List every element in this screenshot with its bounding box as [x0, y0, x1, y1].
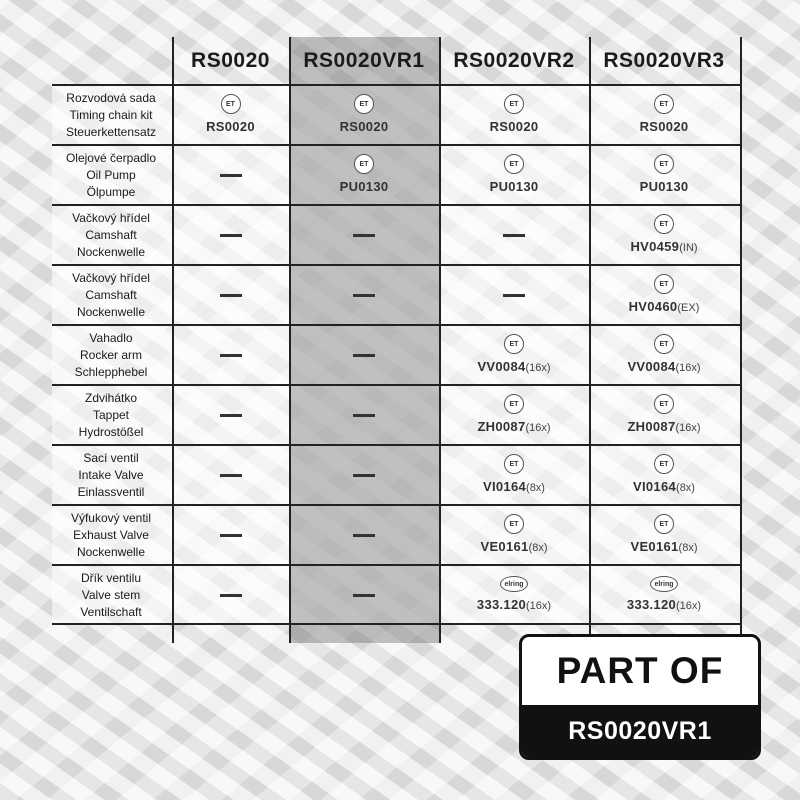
et-logo-icon: ET: [354, 94, 374, 114]
table-cell: [439, 145, 589, 205]
et-logo-icon: ET: [654, 154, 674, 174]
row-label-line: Ventilschaft: [80, 604, 142, 619]
part-code: VI0164: [633, 479, 677, 494]
row-label-line: Ölpumpe: [86, 184, 136, 199]
table-cell: [172, 565, 289, 625]
column-header: RS0020VR1: [303, 49, 425, 72]
et-logo-icon: ET: [504, 514, 524, 534]
table-cell: [289, 265, 439, 325]
part-number: [633, 478, 695, 496]
table-cell: [172, 325, 289, 385]
et-logo-icon: ET: [504, 334, 524, 354]
row-label-line: Intake Valve: [78, 467, 144, 482]
not-included-dash: [220, 534, 242, 537]
row-label-line: Camshaft: [85, 227, 137, 242]
row-label-line: Nockenwelle: [76, 304, 146, 319]
part-of-badge: [519, 634, 761, 760]
badge-code: RS0020VR1: [522, 705, 758, 757]
part-code: VV0084: [627, 359, 676, 374]
row-label-line: Vahadlo: [89, 330, 133, 345]
et-logo-icon: ET: [654, 214, 674, 234]
elring-logo-icon: elring: [650, 576, 678, 592]
table-cell: [439, 385, 589, 445]
table-cell: [289, 145, 439, 205]
part-code: 333.120: [476, 597, 527, 612]
part-code: HV0460: [628, 299, 678, 314]
part-number: [340, 178, 389, 196]
part-number: [629, 298, 700, 316]
part-code: RS0020: [339, 119, 389, 134]
table-cell: [289, 325, 439, 385]
table-cell: [289, 565, 439, 625]
part-code: HV0459: [630, 239, 680, 254]
part-number: [627, 418, 700, 436]
row-label-line: Sací ventil: [83, 450, 139, 465]
et-logo-icon: ET: [504, 154, 524, 174]
not-included-dash: [220, 174, 242, 177]
part-code: PU0130: [339, 179, 389, 194]
part-code: VE0161: [480, 539, 529, 554]
part-code: PU0130: [489, 179, 539, 194]
part-code: 333.120: [626, 597, 677, 612]
table-cell: [589, 565, 739, 625]
row-label-line: Olejové čerpadlo: [65, 150, 157, 165]
part-number: [480, 538, 547, 556]
table-cell: [172, 85, 289, 145]
column-header: RS0020VR2: [453, 49, 575, 72]
table-cell: [589, 445, 739, 505]
table-cell: [172, 145, 289, 205]
part-quantity: (16x): [675, 362, 701, 374]
part-number: [490, 118, 539, 136]
not-included-dash: [220, 414, 242, 417]
et-logo-icon: ET: [654, 334, 674, 354]
part-quantity: (8x): [676, 482, 695, 494]
row-label: [52, 325, 170, 385]
part-code: PU0130: [639, 179, 689, 194]
et-logo-icon: ET: [654, 94, 674, 114]
column-header: RS0020: [191, 49, 270, 72]
not-included-dash: [353, 294, 375, 297]
part-quantity: (8x): [678, 542, 698, 554]
part-number: [483, 478, 545, 496]
not-included-dash: [353, 414, 375, 417]
elring-logo-icon: elring: [500, 576, 528, 592]
row-label-line: Nockenwelle: [76, 544, 146, 559]
part-number: [340, 118, 389, 136]
table-cell: [589, 385, 739, 445]
row-label-line: Timing chain kit: [69, 107, 153, 122]
badge-title: PART OF: [556, 650, 724, 691]
part-quantity: (16x): [525, 362, 551, 374]
table-cell: [439, 565, 589, 625]
part-number: [490, 178, 539, 196]
row-label-line: Nockenwelle: [76, 244, 146, 259]
part-code: RS0020: [489, 119, 539, 134]
row-label-line: Oil Pump: [86, 167, 136, 182]
part-number: [640, 178, 689, 196]
et-logo-icon: ET: [504, 94, 524, 114]
table-cell: [172, 445, 289, 505]
part-number: [640, 118, 689, 136]
row-label: [52, 505, 170, 565]
row-label-line: Zdvihátko: [84, 390, 138, 405]
not-included-dash: [503, 234, 525, 237]
row-label: [52, 205, 170, 265]
et-logo-icon: ET: [504, 394, 524, 414]
table-cell: [589, 85, 739, 145]
not-included-dash: [220, 594, 242, 597]
part-number: [477, 418, 550, 436]
row-label-line: Camshaft: [85, 287, 137, 302]
table-cell: [289, 85, 439, 145]
part-code: VI0164: [483, 479, 527, 494]
not-included-dash: [220, 474, 242, 477]
not-included-dash: [353, 594, 375, 597]
row-label-line: Hydrostößel: [78, 424, 144, 439]
table-cell: [289, 505, 439, 565]
column-header: RS0020VR3: [603, 49, 725, 72]
row-label-line: Steuerkettensatz: [65, 124, 157, 139]
table-cell: [439, 205, 589, 265]
not-included-dash: [353, 534, 375, 537]
part-number: [477, 358, 550, 376]
row-label-line: Rozvodová sada: [66, 90, 156, 105]
part-quantity: (16x): [676, 600, 702, 612]
table-cell: [172, 265, 289, 325]
part-number: [627, 596, 701, 614]
vertical-rule: [740, 37, 742, 643]
table-cell: [439, 505, 589, 565]
row-label: [52, 265, 170, 325]
not-included-dash: [220, 354, 242, 357]
table-cell: [439, 325, 589, 385]
part-code: ZH0087: [477, 419, 526, 434]
et-logo-icon: ET: [654, 454, 674, 474]
row-label-line: Exhaust Valve: [73, 527, 149, 542]
table-cell: [589, 145, 739, 205]
row-label-line: Schlepphebel: [74, 364, 148, 379]
table-cell: [589, 505, 739, 565]
et-logo-icon: ET: [654, 394, 674, 414]
et-logo-icon: ET: [654, 514, 674, 534]
not-included-dash: [220, 294, 242, 297]
et-logo-icon: ET: [504, 454, 524, 474]
part-code: RS0020: [206, 119, 255, 134]
table-cell: [172, 205, 289, 265]
row-label: [52, 85, 170, 145]
table-cell: [439, 265, 589, 325]
part-number: [477, 596, 551, 614]
part-number: [630, 238, 697, 256]
not-included-dash: [503, 294, 525, 297]
part-quantity: (8x): [526, 482, 545, 494]
part-code: RS0020: [639, 119, 689, 134]
part-quantity: (IN): [679, 242, 698, 254]
row-label: [52, 145, 170, 205]
part-code: ZH0087: [627, 419, 676, 434]
table-cell: [589, 265, 739, 325]
row-label: [52, 565, 170, 625]
row-label-line: Dřík ventilu: [80, 570, 142, 585]
table-cell: [289, 205, 439, 265]
table-cell: [289, 445, 439, 505]
row-label: [52, 445, 170, 505]
row-label: [52, 385, 170, 445]
part-code: VV0084: [477, 359, 526, 374]
row-label-line: Výfukový ventil: [70, 510, 152, 525]
part-number: [206, 118, 255, 136]
part-quantity: (EX): [677, 302, 700, 314]
part-code: VE0161: [630, 539, 679, 554]
part-number: [630, 538, 697, 556]
table-cell: [589, 325, 739, 385]
not-included-dash: [353, 474, 375, 477]
part-quantity: (16x): [675, 422, 701, 434]
row-label-line: Einlassventil: [77, 484, 145, 499]
not-included-dash: [353, 234, 375, 237]
not-included-dash: [353, 354, 375, 357]
row-label-line: Valve stem: [81, 587, 141, 602]
table-cell: [439, 445, 589, 505]
part-number: [627, 358, 700, 376]
et-logo-icon: ET: [654, 274, 674, 294]
table-cell: [589, 205, 739, 265]
table-cell: [439, 85, 589, 145]
et-logo-icon: ET: [354, 154, 374, 174]
row-label-line: Vačkový hřídel: [72, 210, 150, 225]
part-quantity: (16x): [525, 422, 551, 434]
row-label-line: Rocker arm: [79, 347, 142, 362]
part-quantity: (8x): [528, 542, 548, 554]
row-label-line: Vačkový hřídel: [72, 270, 150, 285]
table-cell: [172, 385, 289, 445]
table-cell: [289, 385, 439, 445]
row-label-line: Tappet: [92, 407, 130, 422]
part-quantity: (16x): [526, 600, 552, 612]
et-logo-icon: ET: [221, 94, 241, 114]
table-cell: [172, 505, 289, 565]
not-included-dash: [220, 234, 242, 237]
